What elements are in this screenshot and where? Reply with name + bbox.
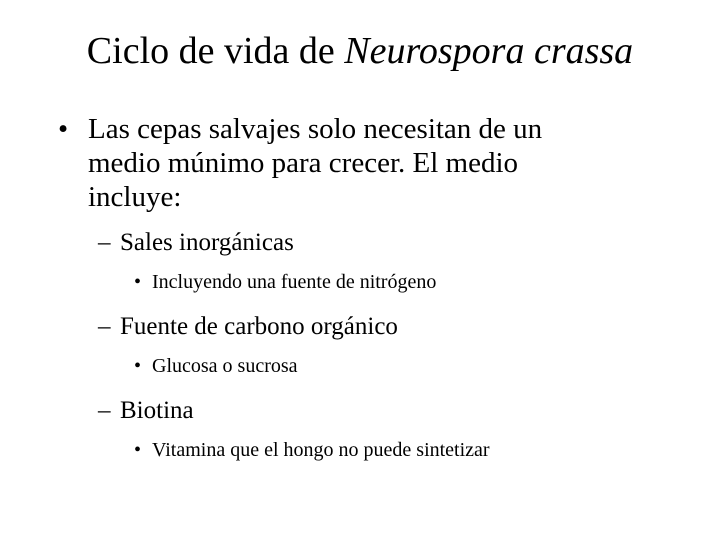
bullet-icon: •: [134, 439, 142, 461]
sub-item-glucose: [134, 354, 698, 378]
bullet-icon: •: [134, 355, 142, 377]
bullet-icon: •: [134, 271, 142, 293]
list-item-label: Fuente de carbono orgánico: [120, 313, 398, 340]
slide-title-italic: Neurospora crassa: [344, 30, 634, 72]
sub-item-label: Vitamina que el hongo no puede sintetizar: [152, 439, 490, 461]
main-bullet-point: [58, 112, 698, 214]
sub-item-label: Glucosa o sucrosa: [152, 355, 298, 377]
list-item-carbon-source: [98, 312, 698, 342]
slide-title-plain: Ciclo de vida de: [86, 30, 345, 72]
dash-icon: –: [98, 229, 111, 256]
sub-item-nitrogen-source: [134, 270, 698, 294]
list-item-biotin: [98, 396, 698, 426]
list-item-label: Biotina: [120, 397, 194, 424]
list-item-inorganic-salts: [98, 228, 698, 258]
slide-title: [0, 28, 720, 74]
slide-body: [58, 112, 698, 462]
list-item-label: Sales inorgánicas: [120, 229, 294, 256]
dash-icon: –: [98, 397, 111, 424]
bullet-icon: •: [58, 113, 69, 145]
sub-item-vitamin: [134, 438, 698, 462]
main-bullet-text: Las cepas salvajes solo necesitan de un medio múnimo para crecer. El medio incluye:: [88, 113, 543, 213]
sub-item-label: Incluyendo una fuente de nitrógeno: [152, 271, 437, 293]
dash-icon: –: [98, 313, 111, 340]
